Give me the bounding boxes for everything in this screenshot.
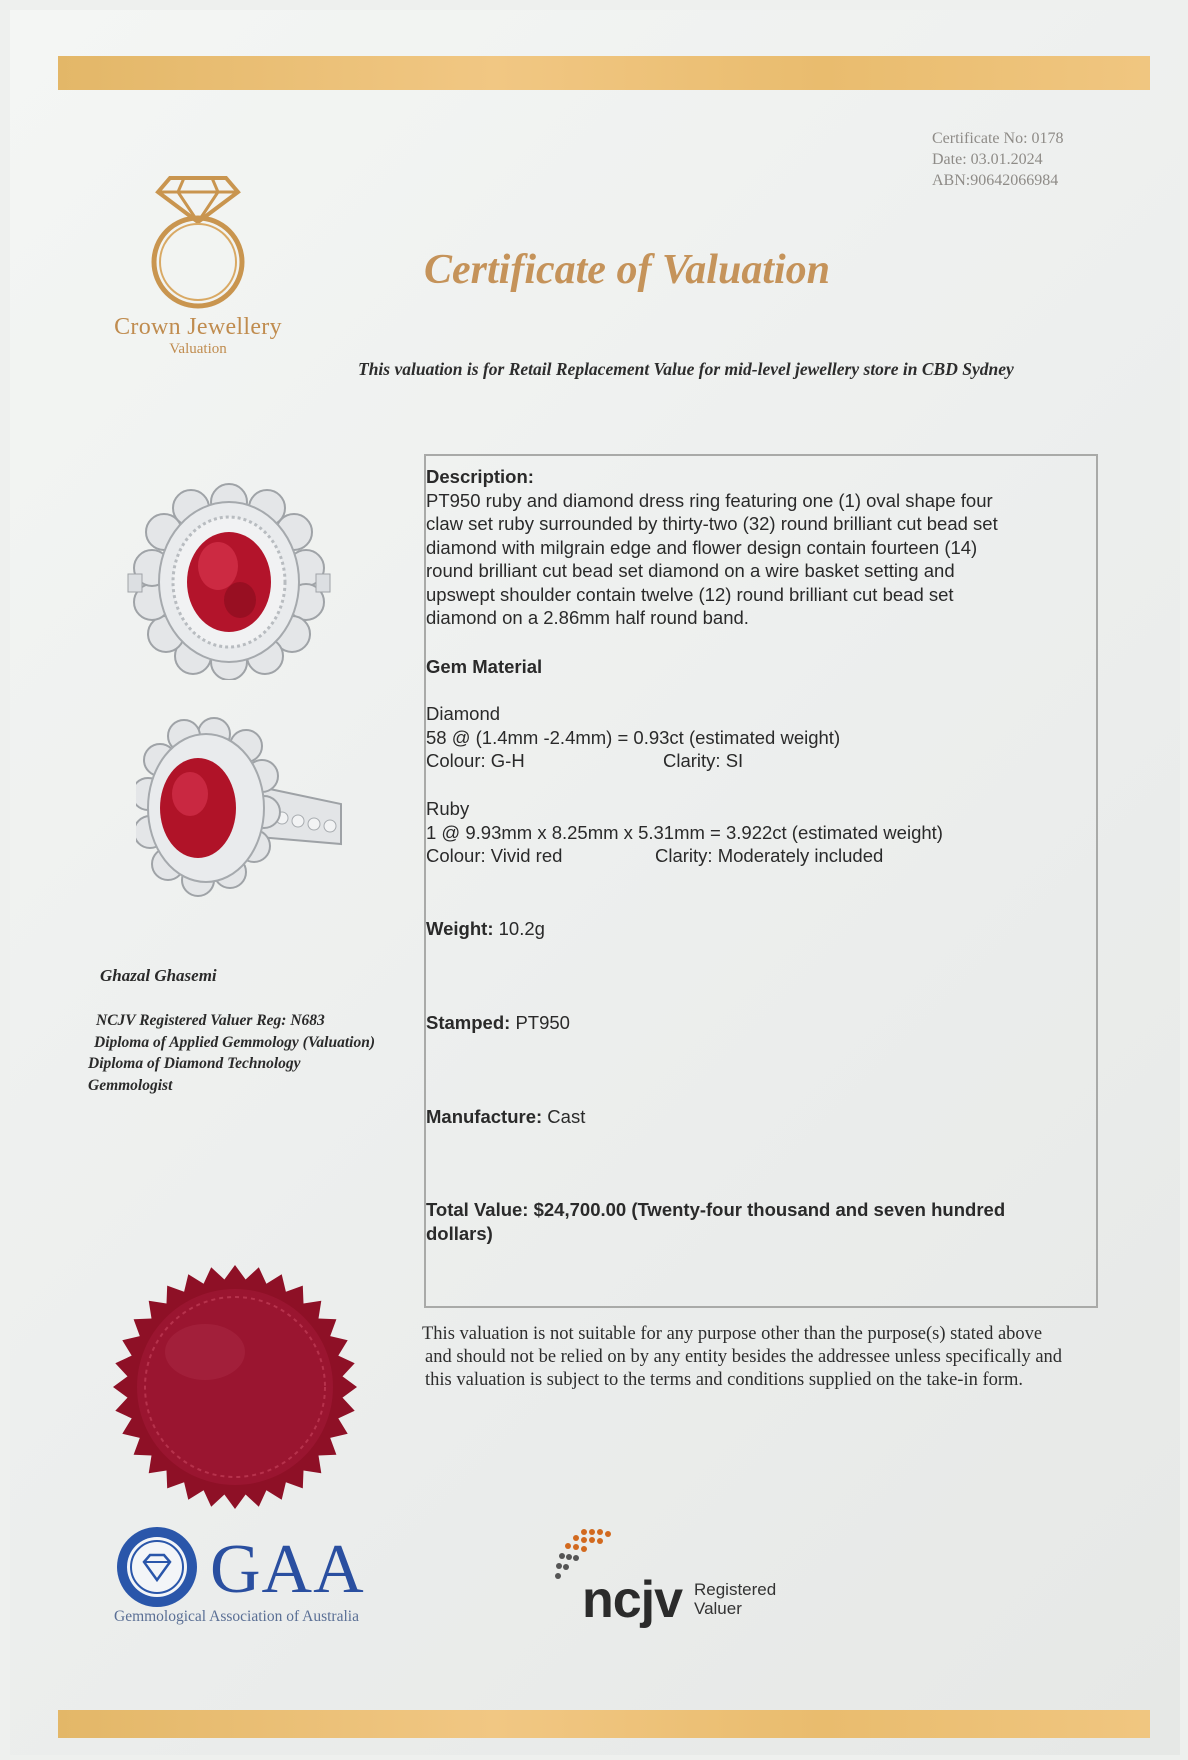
gaa-wordmark: GAA (210, 1531, 365, 1608)
description-line: diamond on a 2.86mm half round band. (426, 607, 749, 628)
page-subtitle: This valuation is for Retail Replacement Value for mid-level jewellery store in CBD Sydney (358, 359, 1014, 379)
valuer-credential: Diploma of Diamond Technology (88, 1055, 301, 1072)
description-line: round brilliant cut bead set diamond on a wire basket setting and (426, 560, 955, 581)
weight-value: 10.2g (498, 918, 545, 939)
certificate-page (10, 10, 1180, 1755)
stamped-value: PT950 (515, 1012, 570, 1033)
top-gold-band (58, 56, 1150, 90)
bottom-gold-band (58, 1710, 1150, 1738)
stamped-label: Stamped: (426, 1012, 511, 1033)
ncjv-registered: Registered (694, 1580, 777, 1599)
logo-name: Crown Jewellery (114, 314, 282, 340)
valuer-credential: Diploma of Applied Gemmology (Valuation) (94, 1033, 376, 1051)
manufacture-label: Manufacture: (426, 1106, 543, 1127)
gem-material-heading: Gem Material (426, 656, 543, 677)
diamond-clarity: Clarity: SI (663, 750, 744, 771)
disclaimer-line: This valuation is not suitable for any purpose other than the purpose(s) stated above (422, 1324, 1043, 1344)
ring-top-view-photo (122, 480, 336, 680)
certificate-date: Date: 03.01.2024 (932, 151, 1043, 168)
certificate-number: Certificate No: 0178 (932, 130, 1064, 147)
certificate-meta (932, 128, 1064, 191)
total-value-label: Total Value: (426, 1199, 529, 1220)
diamond-label: Diamond (426, 703, 501, 724)
ncjv-wordmark: ncjv (582, 1571, 683, 1629)
disclaimer-line: this valuation is subject to the terms and conditions supplied on the take-in form. (425, 1370, 1024, 1390)
description-line: PT950 ruby and diamond dress ring featuring one (1) oval shape four (426, 489, 993, 511)
ruby-detail: 1 @ 9.93mm x 8.25mm x 5.31mm = 3.922ct (estimated weight) (426, 821, 943, 843)
ring-logo-icon (138, 170, 258, 310)
manufacture-value: Cast (547, 1106, 586, 1127)
description-line: upswept shoulder contain twelve (12) round brilliant cut bead set (426, 583, 954, 605)
description-line: claw set ruby surrounded by thirty-two (32) round brilliant cut bead set (426, 513, 998, 534)
ring-side-view-photo (136, 714, 346, 904)
wax-seal-icon (110, 1262, 360, 1512)
weight-label: Weight: (426, 918, 494, 939)
disclaimer-line: and should not be relied on by any entity besides the addressee unless specifically and (425, 1347, 1063, 1367)
gaa-full-name: Gemmological Association of Australia (114, 1608, 359, 1625)
total-value-amount: $24,700.00 (Twenty-four thousand and seven hundred (533, 1199, 1006, 1220)
description-line: diamond with milgrain edge and flower design contain fourteen (14) (426, 536, 978, 558)
valuer-credential: NCJV Registered Valuer Reg: N683 (96, 1012, 325, 1029)
ncjv-valuer: Valuer (694, 1599, 742, 1618)
valuer-credential: Gemmologist (88, 1076, 173, 1094)
certificate-abn: ABN:90642066984 (932, 172, 1059, 189)
ruby-colour: Colour: Vivid red (426, 845, 563, 866)
diamond-detail: 58 @ (1.4mm -2.4mm) = 0.93ct (estimated weight) (426, 726, 841, 748)
valuer-name: Ghazal Ghasemi (100, 966, 217, 985)
diamond-colour: Colour: G-H (426, 750, 525, 771)
total-value-amount-cont: dollars) (426, 1222, 493, 1244)
ruby-label: Ruby (426, 798, 470, 819)
gaa-emblem-icon (114, 1524, 200, 1610)
valuer-block (86, 966, 375, 1096)
disclaimer (422, 1323, 1122, 1392)
description-heading: Description: (426, 466, 534, 487)
ruby-clarity: Clarity: Moderately included (655, 845, 884, 866)
page-title: Certificate of Valuation (424, 247, 831, 293)
crown-jewellery-logo (98, 170, 298, 390)
logo-sub: Valuation (169, 341, 227, 357)
ncjv-registered-valuer (694, 1580, 776, 1618)
